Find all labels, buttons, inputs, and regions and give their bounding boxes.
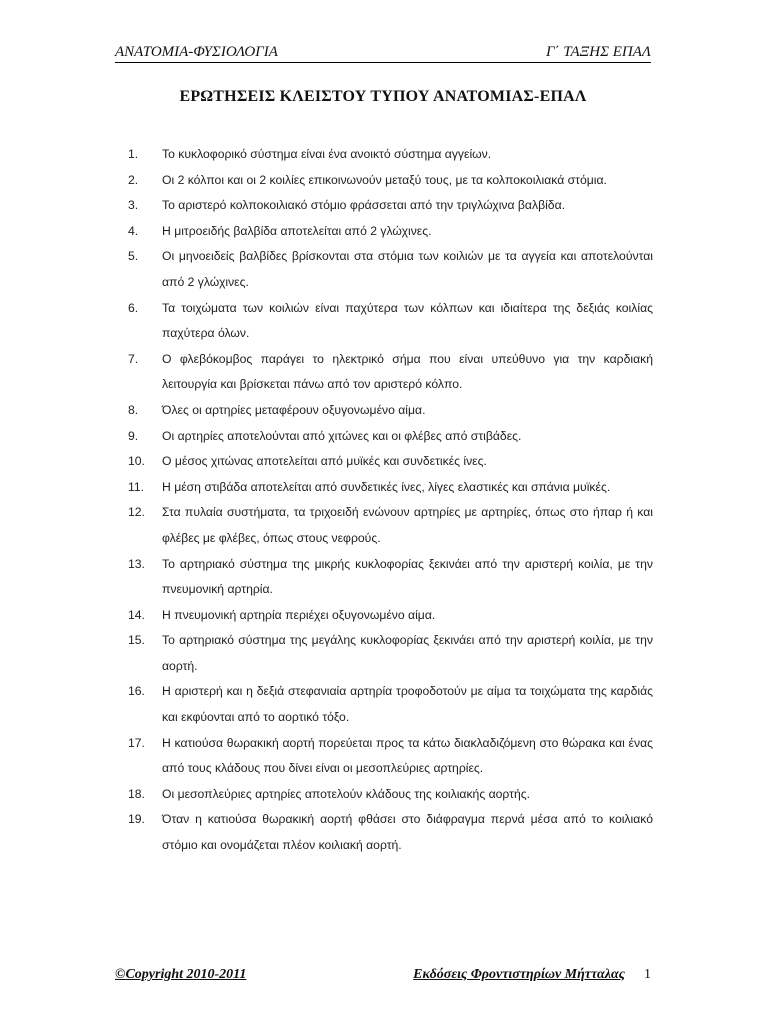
footer-copyright: ©Copyright 2010-2011 — [115, 967, 247, 982]
page-footer — [115, 965, 651, 985]
question-item — [128, 552, 653, 603]
question-number: 5. — [128, 249, 139, 264]
question-item — [128, 449, 653, 475]
question-number: 4. — [128, 223, 139, 238]
question-text: Η μέση στιβάδα αποτελείται από συνδετικές ίνες, λίγες ελαστικές και σπάνια μυϊκές. — [162, 479, 611, 494]
question-number: 3. — [128, 198, 139, 213]
footer-publisher: Εκδόσεις Φροντιστηρίων Μήτταλας — [413, 967, 625, 982]
page-number: 1 — [644, 967, 651, 982]
question-number: 1. — [128, 147, 139, 161]
question-text: Ο φλεβόκομβος παράγει το ηλεκτρικό σήμα που είναι υπεύθυνο για την καρδιακή λειτουργία και βρίσκεται πάνω από τον αριστερό κόλπο. — [162, 351, 653, 392]
question-text: Ο μέσος χιτώνας αποτελείται από μυϊκές και συνδετικές ίνες. — [162, 454, 487, 469]
question-item — [128, 398, 653, 424]
question-text: Οι μηνοειδείς βαλβίδες βρίσκονται στα στόμια των κοιλιών με τα αγγεία και αποτελούνται από 2 γλώχινες. — [162, 249, 653, 289]
header-class: Γ΄ ΤΑΞΗΣ ΕΠΑΛ — [546, 44, 651, 60]
page-header — [115, 42, 651, 63]
question-item — [128, 168, 653, 194]
question-item — [128, 219, 653, 245]
question-item — [128, 193, 653, 219]
question-text: Στα πυλαία συστήματα, τα τριχοειδή ενώνουν αρτηρίες με αρτηρίες, όπως στο ήπαρ ή και φλέβες με φλέβες, όπως στους νεφρούς. — [162, 505, 653, 545]
question-text: Οι μεσοπλεύριες αρτηρίες αποτελούν κλάδους της κοιλιακής αορτής. — [162, 786, 531, 801]
question-text: Η πνευμονική αρτηρία περιέχει οξυγονωμένο αίμα. — [162, 607, 436, 622]
question-text: Το αρτηριακό σύστημα της μεγάλης κυκλοφορίας ξεκινάει από την αριστερή κοιλία, με την αορτή. — [162, 633, 653, 673]
question-number: 12. — [128, 505, 145, 520]
question-item — [128, 500, 653, 551]
question-item — [128, 296, 653, 347]
question-item — [128, 782, 653, 808]
question-text: Οι 2 κόλποι και οι 2 κοιλίες επικοινωνούν μεταξύ τους, με τα κολποκοιλιακά στόμια. — [162, 172, 607, 187]
question-number: 10. — [128, 454, 145, 469]
question-text: Όταν η κατιούσα θωρακική αορτή φθάσει στο διάφραγμα περνά μέσα από το κοιλιακό στόμιο και ονομάζεται πλέον κοιλιακή αορτή. — [162, 812, 653, 853]
question-item — [128, 731, 653, 782]
question-number: 7. — [128, 351, 139, 366]
question-number: 15. — [128, 633, 145, 648]
question-number: 18. — [128, 786, 145, 801]
question-item — [128, 142, 653, 168]
question-item — [128, 347, 653, 398]
question-text: Η αριστερή και η δεξιά στεφανιαία αρτηρία τροφοδοτούν με αίμα τα τοιχώματα της καρδιάς και εκφύονται από το αορτικό τόξο. — [162, 684, 653, 725]
question-item — [128, 244, 653, 295]
question-text: Η κατιούσα θωρακική αορτή πορεύεται προς τα κάτω διακλαδιζόμενη στο θώρακα και ένας από τους κλάδους που δίνει είναι οι μεσοπλεύριες αρτηρίες. — [162, 735, 653, 776]
question-text: Το κυκλοφορικό σύστημα είναι ένα ανοικτό σύστημα αγγείων. — [162, 147, 492, 161]
question-number: 13. — [128, 556, 145, 571]
question-number: 19. — [128, 812, 145, 827]
question-number: 16. — [128, 684, 145, 699]
question-text: Οι αρτηρίες αποτελούνται από χιτώνες και οι φλέβες από στιβάδες. — [162, 428, 522, 443]
question-text: Το αρτηριακό σύστημα της μικρής κυκλοφορίας ξεκινάει από την αριστερή κοιλία, με την πνευμονική αρτηρία. — [162, 556, 653, 597]
question-number: 9. — [128, 428, 139, 443]
question-item — [128, 679, 653, 730]
question-text: Το αριστερό κολποκοιλιακό στόμιο φράσσεται από την τριγλώχινα βαλβίδα. — [162, 198, 566, 213]
question-list — [128, 142, 653, 859]
question-number: 11. — [128, 479, 145, 494]
question-number: 8. — [128, 402, 139, 417]
question-item — [128, 603, 653, 629]
question-number: 6. — [128, 300, 139, 315]
question-number: 14. — [128, 607, 145, 622]
question-number: 17. — [128, 735, 145, 750]
question-item — [128, 424, 653, 450]
header-subject: ΑΝΑΤΟΜΙΑ-ΦΥΣΙΟΛΟΓΙΑ — [115, 44, 278, 60]
question-text: Η μιτροειδής βαλβίδα αποτελείται από 2 γλώχινες. — [162, 223, 432, 238]
question-item — [128, 807, 653, 858]
question-item — [128, 628, 653, 679]
question-number: 2. — [128, 172, 139, 187]
question-item — [128, 475, 653, 501]
document-title: ΕΡΩΤΗΣΕΙΣ ΚΛΕΙΣΤΟΥ ΤΥΠΟΥ ΑΝΑΤΟΜΙΑΣ-ΕΠΑΛ — [179, 88, 587, 105]
question-text: Όλες οι αρτηρίες μεταφέρουν οξυγονωμένο αίμα. — [162, 402, 426, 417]
question-text: Τα τοιχώματα των κοιλιών είναι παχύτερα των κόλπων και ιδιαίτερα της δεξιάς κοιλίας παχύτερα όλων. — [162, 300, 653, 341]
